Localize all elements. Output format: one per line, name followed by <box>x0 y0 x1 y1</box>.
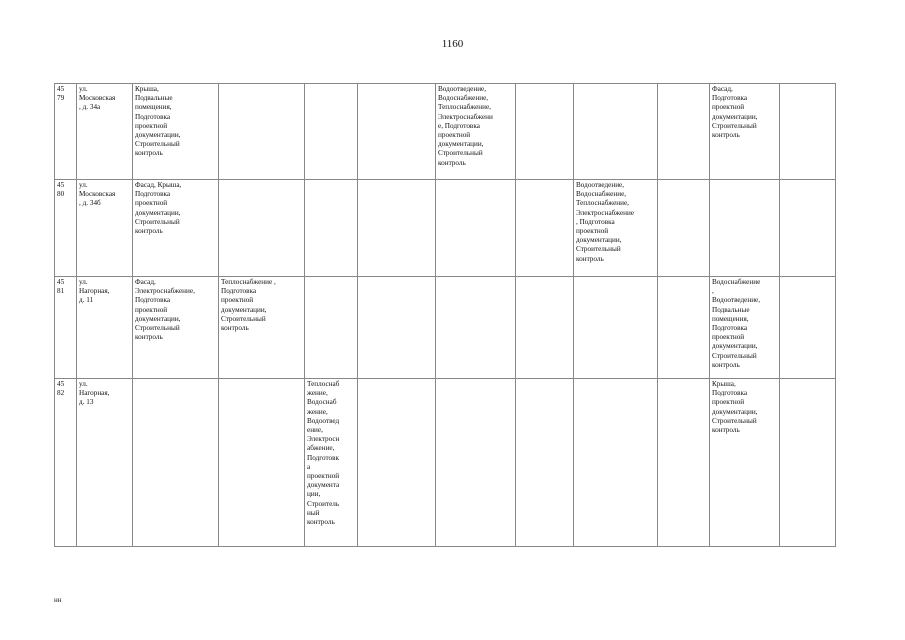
work-cell <box>219 84 305 180</box>
work-cell <box>780 180 836 277</box>
table-row <box>55 277 836 379</box>
work-cell <box>658 379 710 547</box>
work-cell: Фасад, Крыша, Подготовка проектной документации, Строительный контроль <box>133 180 219 277</box>
work-cell <box>574 277 658 379</box>
work-cell <box>305 180 358 277</box>
page-number: 1160 <box>441 38 464 50</box>
work-cell: Теплоснабжение , Подготовка проектной документации, Строительный контроль <box>219 277 305 379</box>
work-cell: Водоотведение, Водоснабжение, Теплоснабжение, Электроснабжение , Подготовка проектной документации, Строительный контроль <box>574 180 658 277</box>
work-cell <box>436 277 516 379</box>
work-cell: Фасад, Электроснабжение, Подготовка проектной документации, Строительный контроль <box>133 277 219 379</box>
address-cell: ул. Московская , д. 34а <box>77 84 133 180</box>
work-cell <box>219 180 305 277</box>
work-cell <box>358 84 436 180</box>
footer-mark: нн <box>54 596 62 604</box>
work-cell: Крыша, Подвальные помещения, Подготовка проектной документации, Строительный контроль <box>133 84 219 180</box>
work-cell: Крыша, Подготовка проектной документации, Строительный контроль <box>710 379 780 547</box>
address-cell: ул. Нагорная, д. 13 <box>77 379 133 547</box>
work-cell <box>436 379 516 547</box>
work-cell: Водоснабжение , Водоотведение, Подвальные помещения, Подготовка проектной документации, Строительный контроль <box>710 277 780 379</box>
work-cell <box>133 379 219 547</box>
work-cell <box>658 180 710 277</box>
row-number: 45 80 <box>55 180 77 277</box>
work-cell <box>219 379 305 547</box>
address-cell: ул. Нагорная, д. 11 <box>77 277 133 379</box>
work-cell <box>658 84 710 180</box>
row-number: 45 79 <box>55 84 77 180</box>
work-cell <box>658 277 710 379</box>
work-cell <box>358 379 436 547</box>
work-cell <box>516 277 574 379</box>
work-cell <box>780 84 836 180</box>
row-number: 45 82 <box>55 379 77 547</box>
work-cell <box>780 277 836 379</box>
work-cell <box>358 180 436 277</box>
work-cell: Фасад, Подготовка проектной документации, Строительный контроль <box>710 84 780 180</box>
work-cell <box>574 379 658 547</box>
repair-schedule-table <box>54 83 836 547</box>
work-cell <box>516 379 574 547</box>
work-cell <box>574 84 658 180</box>
work-cell <box>516 84 574 180</box>
work-cell <box>305 277 358 379</box>
work-cell: Теплоснаб жение, Водоснаб жение, Водоотвед ение, Электросн абжение, Подготовк а проектной документа ции, Строитель ный контроль <box>305 379 358 547</box>
work-cell <box>436 180 516 277</box>
row-number: 45 81 <box>55 277 77 379</box>
table-row <box>55 84 836 180</box>
table-row <box>55 379 836 547</box>
work-cell <box>358 277 436 379</box>
table-row <box>55 180 836 277</box>
work-cell <box>710 180 780 277</box>
work-cell <box>516 180 574 277</box>
work-cell: Водоотведение, Водоснабжение, Теплоснабжение, Электроснабжени е, Подготовка проектной документации, Строительный контроль <box>436 84 516 180</box>
work-cell <box>780 379 836 547</box>
address-cell: ул. Московская , д. 34б <box>77 180 133 277</box>
work-cell <box>305 84 358 180</box>
